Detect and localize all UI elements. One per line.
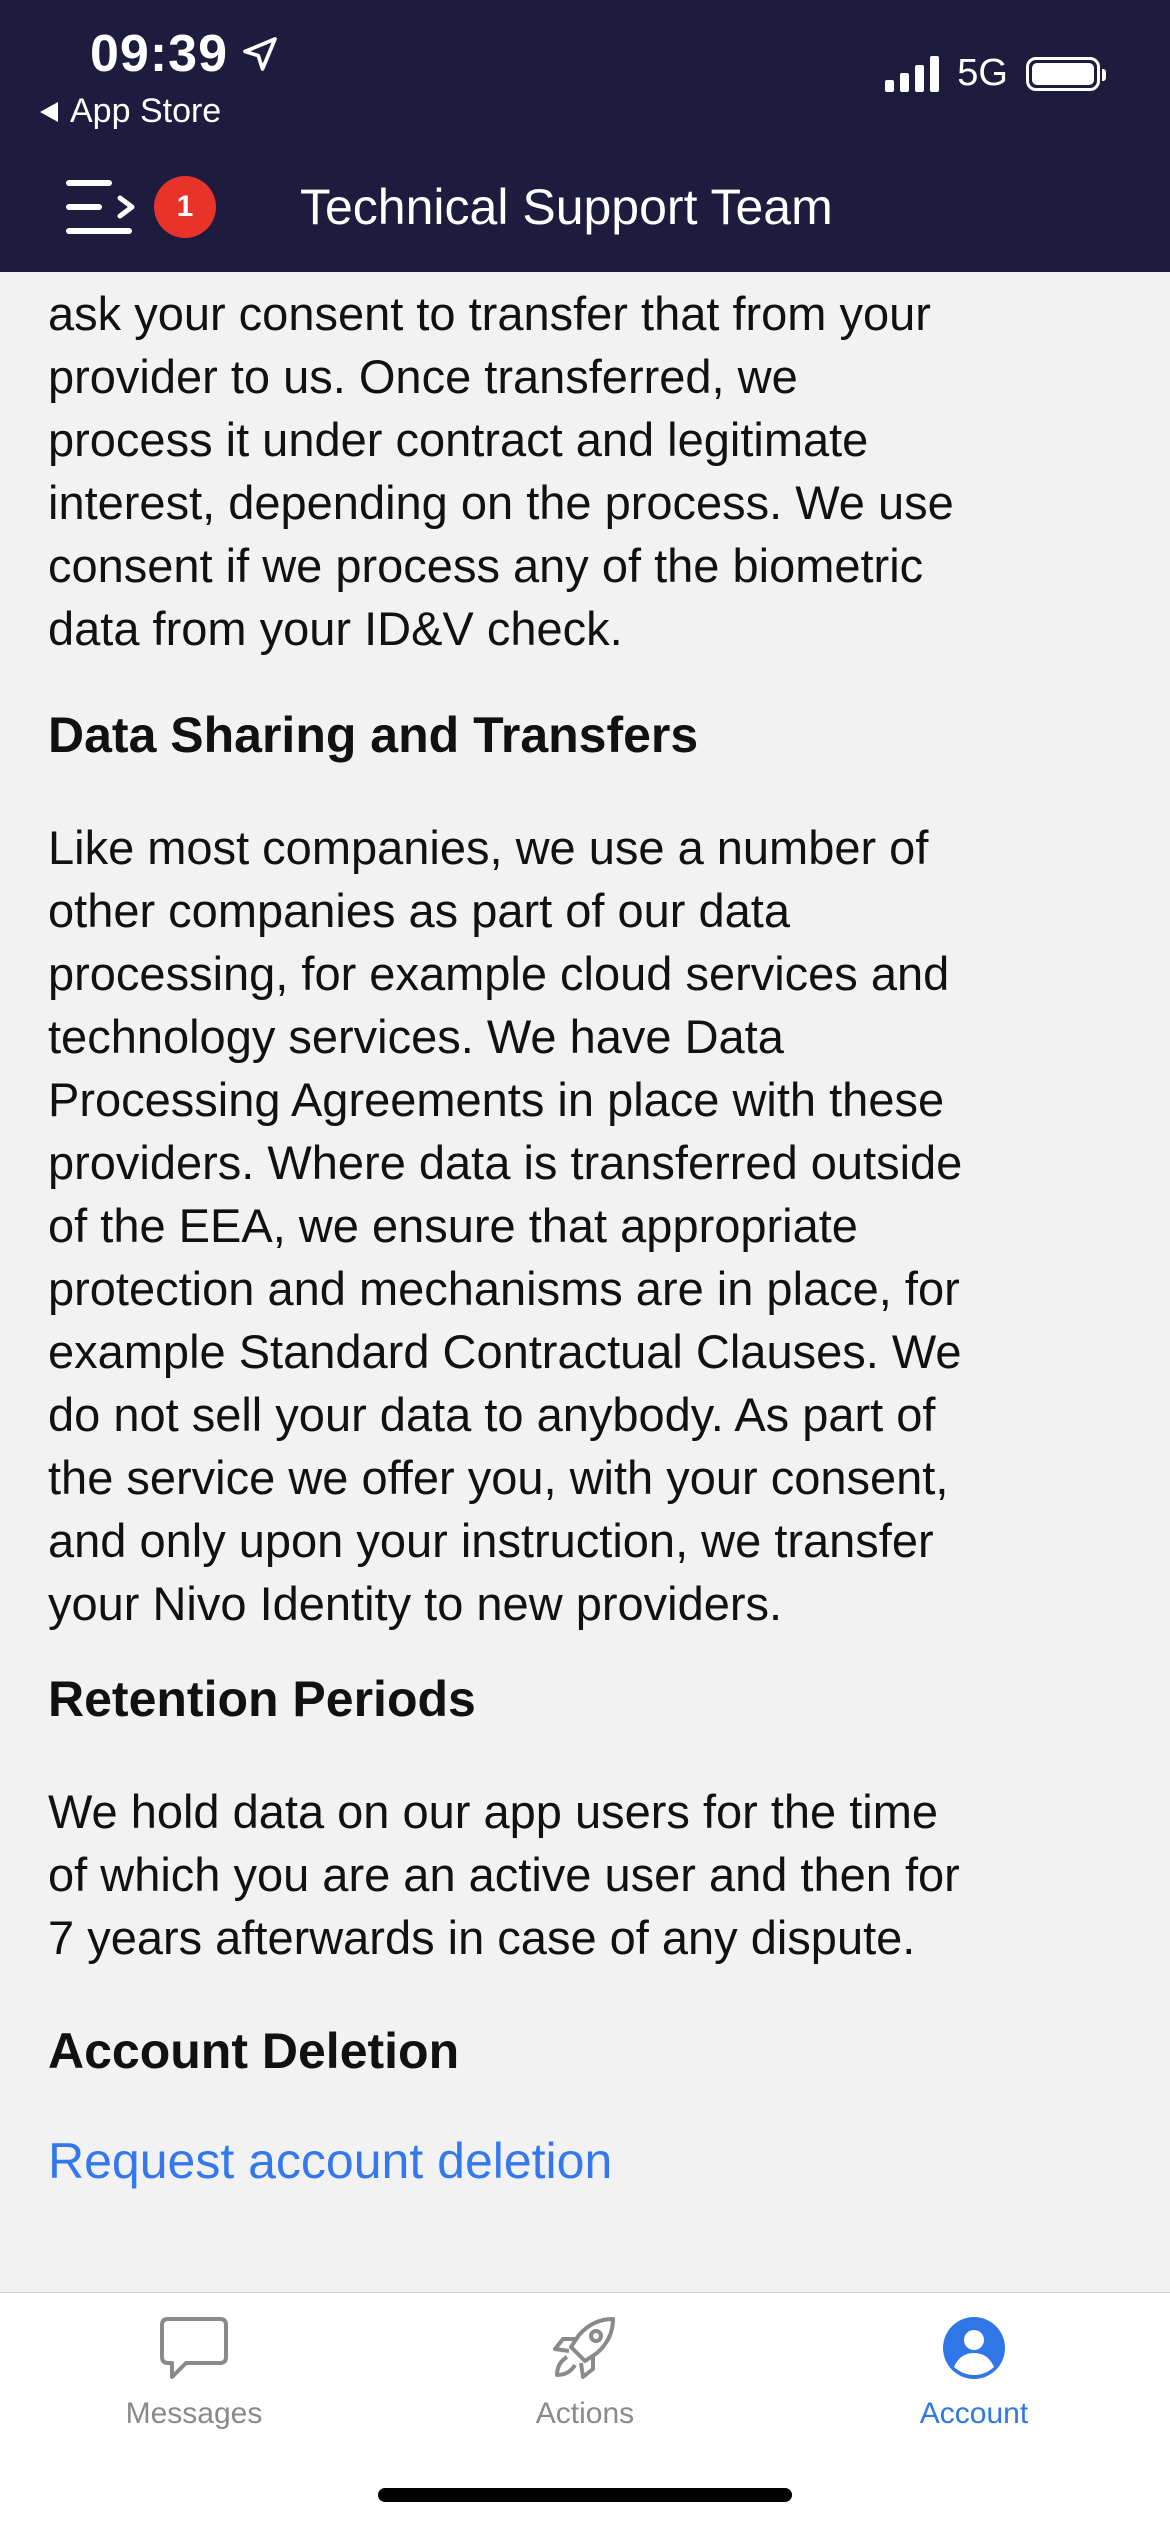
back-triangle-icon: [38, 100, 60, 124]
home-indicator[interactable]: [378, 2488, 792, 2502]
section-heading-data-sharing: Data Sharing and Transfers: [48, 707, 699, 763]
chat-bubble-icon: [158, 2313, 230, 2383]
back-label: App Store: [70, 92, 222, 130]
tab-messages[interactable]: [84, 2313, 304, 2431]
network-label: 5G: [957, 52, 1008, 94]
status-indicators: [885, 52, 1100, 95]
text-line: data from your ID&V check.: [48, 602, 623, 655]
section-heading-retention: Retention Periods: [48, 1671, 476, 1727]
tab-actions[interactable]: [475, 2313, 695, 2431]
text-line: Processing Agreements in place with these: [48, 1073, 945, 1126]
text-line: providers. Where data is transferred outside: [48, 1136, 963, 1189]
privacy-content[interactable]: [0, 272, 1170, 2292]
menu-button[interactable]: [64, 176, 136, 238]
clock-text: 09:39: [90, 25, 228, 83]
text-line: processing, for example cloud services and: [48, 947, 950, 1000]
text-line: process it under contract and legitimate: [48, 413, 869, 466]
text-line: your Nivo Identity to new providers.: [48, 1577, 783, 1630]
status-time: [90, 24, 280, 84]
account-circle-icon: [938, 2313, 1010, 2383]
tab-label: Messages: [125, 2397, 263, 2430]
text-line: other companies as part of our data: [48, 884, 790, 937]
battery-icon: [1026, 57, 1100, 91]
text-line: provider to us. Once transferred, we: [48, 350, 798, 403]
tab-account[interactable]: [864, 2313, 1084, 2431]
back-to-app-store[interactable]: [38, 92, 221, 131]
text-line: the service we offer you, with your consent,: [48, 1451, 949, 1504]
text-line: technology services. We have Data: [48, 1010, 784, 1063]
rocket-icon: [549, 2313, 621, 2383]
menu-icon: [64, 176, 136, 238]
text-line: protection and mechanisms are in place, for: [48, 1262, 960, 1315]
text-line: We hold data on our app users for the time: [48, 1785, 939, 1838]
request-account-deletion-link[interactable]: Request account deletion: [48, 2133, 613, 2189]
text-line: do not sell your data to anybody. As part of: [48, 1388, 936, 1441]
text-line: and only upon your instruction, we transfer: [48, 1514, 934, 1567]
tab-label: Actions: [535, 2397, 635, 2430]
text-line: of which you are an active user and then for: [48, 1848, 960, 1901]
text-line: 7 years afterwards in case of any dispute.: [48, 1911, 916, 1964]
text-line: interest, depending on the process. We use: [48, 476, 954, 529]
text-line: Like most companies, we use a number of: [48, 821, 929, 874]
app-header: [0, 0, 1170, 272]
data-sharing-paragraph: [48, 816, 962, 1635]
text-line: ask your consent to transfer that from your: [48, 287, 931, 340]
retention-paragraph: [48, 1780, 960, 1969]
page-title: Technical Support Team: [300, 179, 833, 235]
text-line: of the EEA, we ensure that appropriate: [48, 1199, 858, 1252]
signal-icon: [885, 56, 939, 92]
intro-paragraph: [48, 282, 954, 660]
tab-label: Account: [919, 2397, 1029, 2430]
location-arrow-icon: [240, 34, 280, 74]
section-heading-account-deletion: Account Deletion: [48, 2023, 460, 2079]
text-line: example Standard Contractual Clauses. We: [48, 1325, 962, 1378]
text-line: consent if we process any of the biometric: [48, 539, 924, 592]
notification-badge: 1: [154, 176, 216, 238]
